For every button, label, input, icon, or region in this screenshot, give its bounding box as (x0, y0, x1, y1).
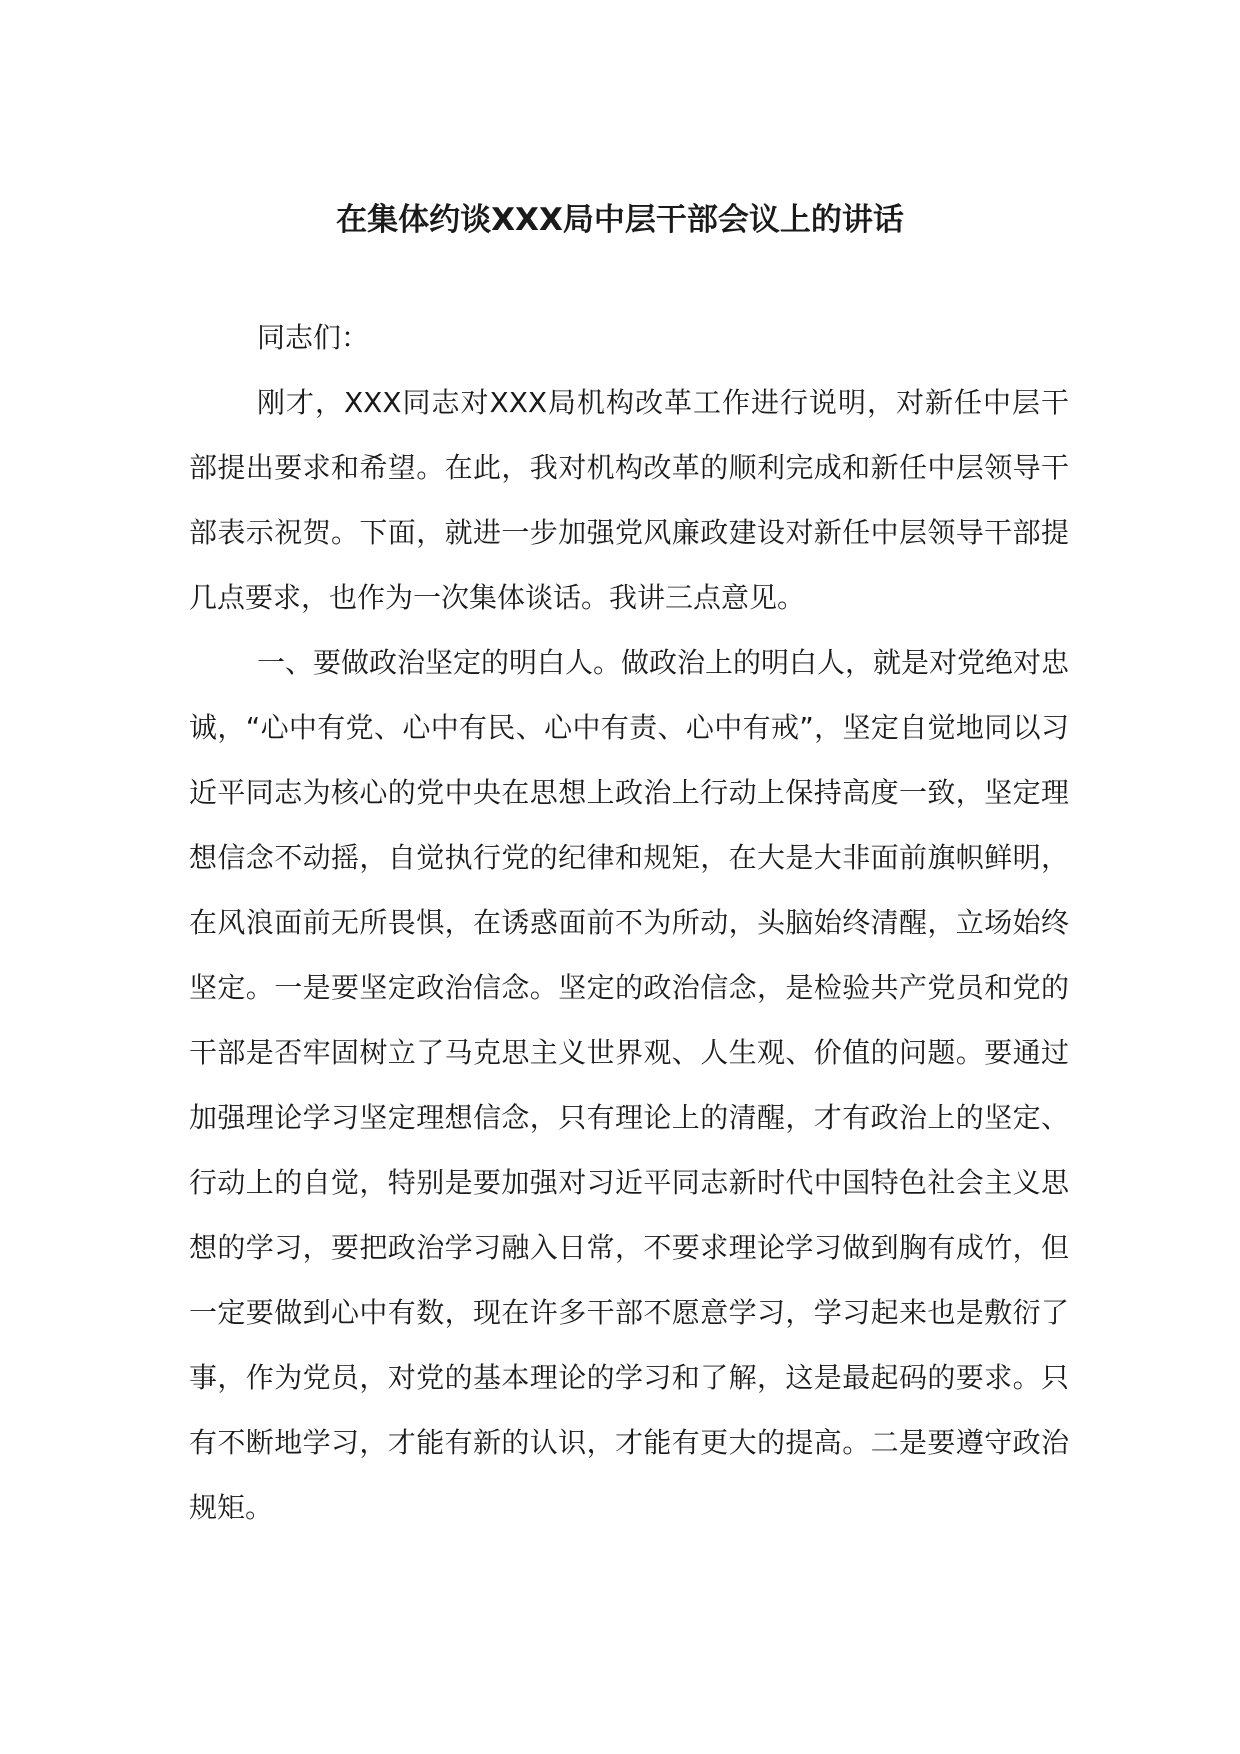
document-title: 在集体约谈XXX局中层干部会议上的讲话 (336, 202, 904, 238)
paragraph-point-one: 一、要做政治坚定的明白人。做政治上的明白人，就是对党绝对忠诚，“心中有党、心中有民、心中有责、心中有戒”，坚定自觉地同以习近平同志为核心的党中央在思想上政治上行动上保持高度一致，坚定理想信念不动摇，自觉执行党的纪律和规矩，在大是大非面前旗帜鲜明，在风浪面前无所畏惧，在诱惑面前不为所动，头脑始终清醒，立场始终坚定。一是要坚定政治信念。坚定的政治信念，是检验共产党员和党的干部是否牢固树立了马克思主义世界观、人生观、价值的问题。要通过加强理论学习坚定理想信念，只有理论上的清醒，才有政治上的坚定、行动上的自觉，特别是要加强对习近平同志新时代中国特色社会主义思想的学习，要把政治学习融入日常，不要求理论学习做到胸有成竹，但一定要做到心中有数，现在许多干部不愿意学习，学习起来也是敷衍了事，作为党员，对党的基本理论的学习和了解，这是最起码的要求。只有不断地学习，才能有新的认识，才能有更大的提高。二是要遵守政治规矩。 (189, 646, 1070, 1524)
document-body (189, 305, 1069, 1540)
paragraph-intro: 刚才，XXX同志对XXX局机构改革工作进行说明，对新任中层干部提出要求和希望。在此，我对机构改革的顺利完成和新任中层领导干部表示祝贺。下面，就进一步加强党风廉政建设对新任中层领导干部提几点要求，也作为一次集体谈话。我讲三点意见。 (189, 386, 1069, 614)
salutation: 同志们： (257, 321, 370, 354)
